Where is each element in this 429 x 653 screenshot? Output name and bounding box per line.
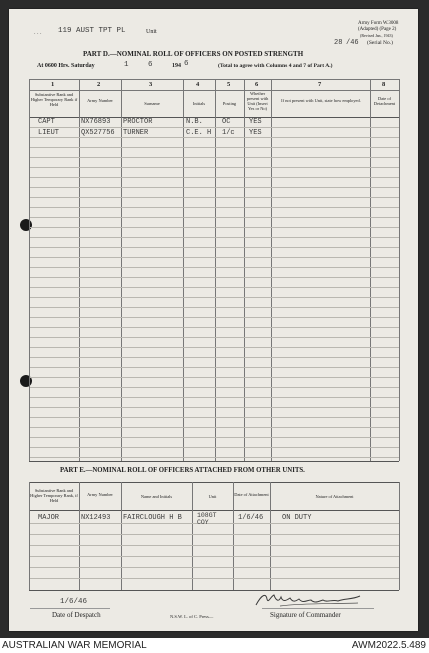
despatch-label: Date of Despatch [52, 611, 101, 619]
column-header-present: Whether present with Unit (Insert Yes or No) [246, 91, 269, 112]
punch-hole [20, 219, 32, 231]
column-divider [399, 482, 400, 590]
part-e-header-border [29, 510, 399, 511]
ruled-line [30, 277, 399, 278]
year-suffix: 6 [184, 60, 189, 68]
date-month: 6 [148, 61, 153, 69]
unit-dots: . . . [34, 30, 42, 36]
ruled-line [30, 177, 399, 178]
table-cell: TURNER [123, 129, 149, 137]
ruled-line [30, 397, 399, 398]
column-divider [399, 79, 400, 461]
column-number: 4 [196, 81, 200, 88]
ruled-line [30, 227, 399, 228]
despatch-date: 1/6/46 [60, 598, 88, 606]
column-header-army-number: Army Number [87, 492, 113, 497]
part-d-title: PART D.—NOMINAL ROLL OF OFFICERS ON POSTED STRENGTH [83, 50, 304, 58]
part-e-title: PART E.—NOMINAL ROLL OF OFFICERS ATTACHED FROM OTHER UNITS. [60, 467, 305, 474]
table-cell: ON DUTY [282, 514, 312, 522]
column-number: 1 [51, 81, 55, 88]
ruled-line [30, 127, 399, 128]
serial-label: (Serial No.) [367, 40, 393, 46]
column-number: 3 [149, 81, 153, 88]
ruled-line [30, 327, 399, 328]
ruled-line [30, 267, 399, 268]
ruled-line [30, 447, 399, 448]
ruled-line [30, 137, 399, 138]
table-cell: LIEUT [38, 129, 60, 137]
ruled-line [30, 287, 399, 288]
ruled-line [30, 417, 399, 418]
column-number-divider [29, 90, 399, 91]
form-number: Army Form W.3008 [358, 21, 399, 26]
column-number: 6 [255, 81, 259, 88]
table-cell: PROCTOR [123, 118, 153, 126]
ruled-line [30, 167, 399, 168]
ruled-line [30, 207, 399, 208]
ruled-line [30, 337, 399, 338]
ruled-line [30, 578, 399, 579]
ruled-line [30, 427, 399, 428]
column-header-detachment-date: Date of Detachment [373, 96, 396, 107]
table-bottom-border [29, 461, 399, 462]
column-number: 2 [97, 81, 101, 88]
despatch-line [30, 608, 110, 609]
table-cell: N.B. [186, 118, 203, 126]
column-header-rank: Substantive Rank and Higher Temporary Rank if Held [30, 92, 78, 108]
commander-signature [250, 590, 370, 610]
table-cell: YES [249, 118, 262, 126]
unit-value: 119 AUST TPT PL [58, 27, 126, 35]
table-cell: NX12493 [81, 514, 111, 522]
ruled-line [30, 367, 399, 368]
table-cell: MAJOR [38, 514, 60, 522]
ruled-line [30, 157, 399, 158]
time-prefix: At 0600 Hrs. Saturday [37, 63, 95, 69]
ruled-line [30, 545, 399, 546]
signature-line [262, 608, 374, 609]
column-header-army-number: Army Number [87, 98, 113, 103]
ruled-line [30, 457, 399, 458]
table-top-border [29, 79, 399, 80]
ruled-line [30, 237, 399, 238]
column-header-nature: Nature of Attachment [315, 494, 354, 499]
column-header-name: Name and Initials [140, 494, 173, 499]
ruled-line [30, 297, 399, 298]
ruled-line [30, 534, 399, 535]
ruled-line [30, 247, 399, 248]
column-number: 8 [382, 81, 386, 88]
table-cell: C.E. H [186, 129, 212, 137]
column-divider [79, 482, 80, 590]
table-cell: FAIRCLOUGH H B [123, 514, 182, 522]
column-header-initials: Initials [192, 101, 206, 106]
column-divider [233, 482, 234, 590]
table-cell: CAPT [38, 118, 55, 126]
column-header-surname: Surname [144, 101, 160, 106]
signature-label: Signature of Commander [270, 611, 341, 619]
ruled-line [30, 567, 399, 568]
ruled-line [30, 387, 399, 388]
archive-caption-right: AWM2022.5.489 [351, 640, 426, 651]
ruled-line [30, 307, 399, 308]
table-cell: NX76893 [81, 118, 111, 126]
table-cell: OC [222, 118, 231, 126]
ruled-line [30, 347, 399, 348]
serial-number: 28 [334, 39, 343, 47]
column-number: 7 [318, 81, 322, 88]
table-cell: 1/c [222, 129, 235, 137]
table-cell: YES [249, 129, 262, 137]
unit-label: Unit [146, 29, 157, 35]
date-day: 1 [124, 61, 129, 69]
form-revised: (Revised Jan., 1943) [360, 33, 393, 38]
ruled-line [30, 187, 399, 188]
total-instruction: (Total to agree with Columns 4 and 7 of Part A.) [218, 63, 333, 69]
ruled-line [30, 357, 399, 358]
ruled-line [30, 147, 399, 148]
ruled-line [30, 556, 399, 557]
archive-caption-left: AUSTRALIAN WAR MEMORIAL [2, 640, 147, 651]
column-header-posting: Posting [222, 101, 237, 106]
column-header-attachment-date: Date of Attachment [234, 492, 269, 497]
serial-year: /46 [346, 39, 359, 47]
column-header-unit: Unit [208, 494, 217, 499]
part-e-top-border [29, 482, 399, 483]
ruled-line [30, 197, 399, 198]
ruled-line [30, 437, 399, 438]
column-number: 5 [227, 81, 231, 88]
ruled-line [30, 377, 399, 378]
ruled-line [30, 407, 399, 408]
form-adapted: (Adapted) (Page 2) [358, 27, 397, 32]
ruled-line [30, 317, 399, 318]
column-header-rank: Substantive Rank and Higher Temporary Rank, if Held [30, 488, 78, 504]
year-prefix: 194 [172, 63, 181, 69]
ruled-line [30, 257, 399, 258]
table-cell: 108GT COY [197, 512, 217, 526]
ruled-line [30, 217, 399, 218]
column-header-employment: If not present with Unit, state how employed. [281, 98, 361, 103]
archive-caption-bar [0, 638, 429, 653]
table-cell: QX527756 [81, 129, 115, 137]
printer-imprint: N.S.W. L. of C. Press— [170, 614, 214, 619]
table-cell: 1/6/46 [238, 514, 264, 522]
